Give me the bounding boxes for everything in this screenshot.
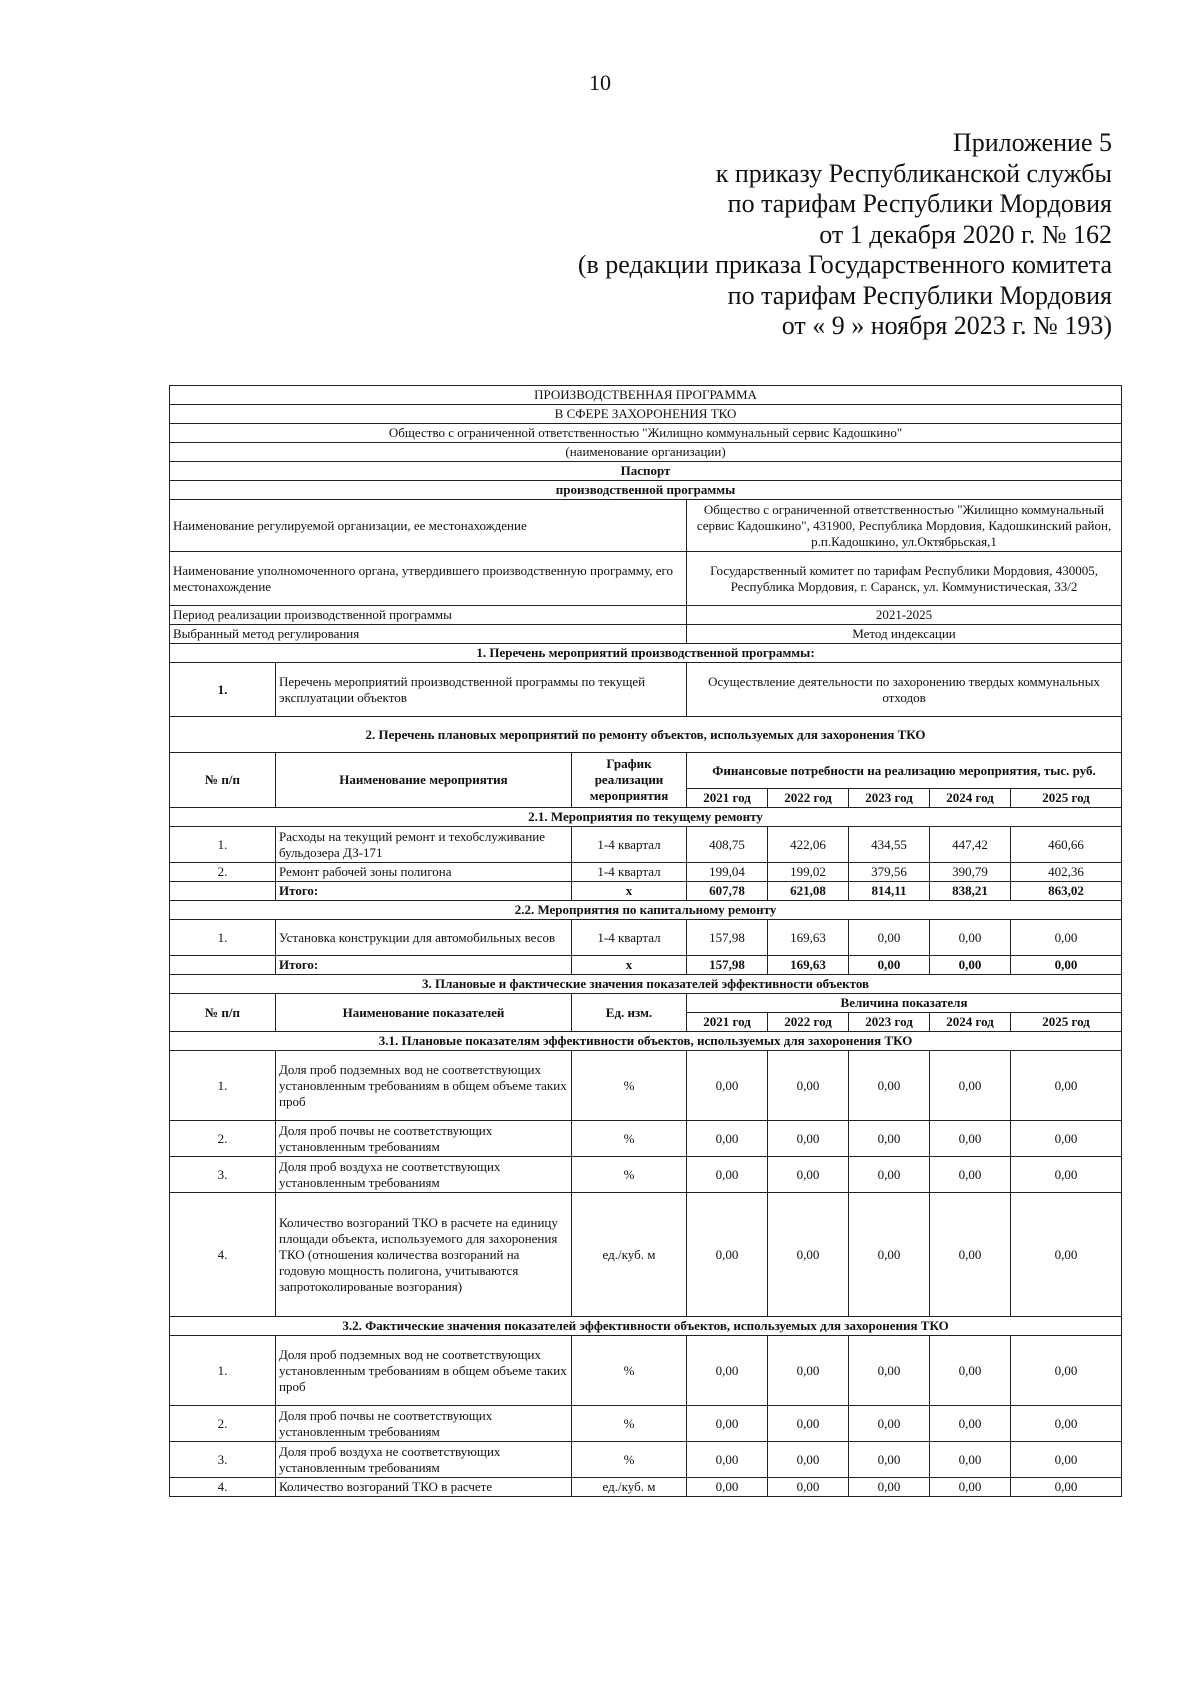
row-num: 2. <box>170 863 276 882</box>
total-value: 621,08 <box>768 882 849 901</box>
total-value: 169,63 <box>768 956 849 975</box>
row-schedule: 1-4 квартал <box>572 920 687 956</box>
section3-title: 3. Плановые и фактические значения показателей эффективности объектов <box>170 975 1122 994</box>
row-value: 0,00 <box>930 1051 1011 1121</box>
table-row <box>170 1051 1122 1121</box>
passport-org-value: Общество с ограниченной ответственностью "Жилищно коммунальный сервис Кадошкино", 431900, Республика Мордовия, Кадошкинский район, р.п.Кадошкино, ул.Октябрьская,1 <box>687 500 1122 552</box>
s3-col-num: № п/п <box>170 994 276 1032</box>
row-value: 0,00 <box>849 1157 930 1193</box>
passport-method-label: Выбранный метод регулирования <box>170 625 687 644</box>
s3-year: 2021 год <box>687 1013 768 1032</box>
passport-subtitle: производственной программы <box>170 481 1122 500</box>
section1-value: Осуществление деятельности по захоронению твердых коммунальных отходов <box>687 663 1122 717</box>
row-name: Доля проб воздуха не соответствующих установленным требованиям <box>276 1157 572 1193</box>
row-value: 0,00 <box>768 1121 849 1157</box>
passport-org-label: Наименование регулируемой организации, ее местонахождение <box>170 500 687 552</box>
row-value: 0,00 <box>930 1478 1011 1497</box>
total-value: 157,98 <box>687 956 768 975</box>
total-row <box>170 882 1122 901</box>
row-value: 0,00 <box>687 1051 768 1121</box>
section1-title: 1. Перечень мероприятий производственной программы: <box>170 644 1122 663</box>
row-num: 2. <box>170 1121 276 1157</box>
row-value: 0,00 <box>930 1336 1011 1406</box>
header-line: Приложение 5 <box>952 128 1112 157</box>
row-num: 4. <box>170 1478 276 1497</box>
row-value: 0,00 <box>687 1121 768 1157</box>
row-value: 0,00 <box>1011 1157 1122 1193</box>
total-value: 0,00 <box>930 956 1011 975</box>
s2-year: 2021 год <box>687 789 768 808</box>
row-value: 0,00 <box>1011 1406 1122 1442</box>
passport-title: Паспорт <box>170 462 1122 481</box>
program-title: ПРОИЗВОДСТВЕННАЯ ПРОГРАММА <box>170 386 1122 405</box>
row-unit: % <box>572 1336 687 1406</box>
header-line: по тарифам Республики Мордовия <box>727 280 1112 310</box>
row-name: Количество возгораний ТКО в расчете на единицу площади объекта, используемого для захоронения ТКО (отношения количества возгораний на годовую мощность полигона, учитываются запротоколированые возгорания) <box>276 1193 572 1317</box>
row-unit: ед./куб. м <box>572 1193 687 1317</box>
row-unit: % <box>572 1051 687 1121</box>
row-value: 0,00 <box>768 1478 849 1497</box>
row-value: 402,36 <box>1011 863 1122 882</box>
production-program-table <box>169 385 1122 1497</box>
row-value: 0,00 <box>1011 1051 1122 1121</box>
row-value: 0,00 <box>849 1406 930 1442</box>
row-num: 4. <box>170 1193 276 1317</box>
total-value: 814,11 <box>849 882 930 901</box>
table-row <box>170 1442 1122 1478</box>
table-row <box>170 827 1122 863</box>
row-value: 0,00 <box>849 1478 930 1497</box>
organization-name: Общество с ограниченной ответственностью "Жилищно коммунальный сервис Кадошкино" <box>170 424 1122 443</box>
s2-year: 2025 год <box>1011 789 1122 808</box>
row-name: Установка конструкции для автомобильных весов <box>276 920 572 956</box>
total-row <box>170 956 1122 975</box>
row-value: 0,00 <box>1011 1193 1122 1317</box>
total-label: Итого: <box>276 956 572 975</box>
row-schedule: 1-4 квартал <box>572 827 687 863</box>
s2-sub1-title: 2.1. Мероприятия по текущему ремонту <box>170 808 1122 827</box>
program-subtitle: В СФЕРЕ ЗАХОРОНЕНИЯ ТКО <box>170 405 1122 424</box>
row-num: 2. <box>170 1406 276 1442</box>
row-name: Ремонт рабочей зоны полигона <box>276 863 572 882</box>
row-name: Количество возгораний ТКО в расчете <box>276 1478 572 1497</box>
s3-sub2-title: 3.2. Фактические значения показателей эффективности объектов, используемых для захоронения ТКО <box>170 1317 1122 1336</box>
row-name: Доля проб подземных вод не соответствующих установленным требованиям в общем объеме таких проб <box>276 1051 572 1121</box>
s2-col-num: № п/п <box>170 753 276 808</box>
header-line: по тарифам Республики Мордовия <box>727 189 1112 218</box>
row-value: 0,00 <box>849 1442 930 1478</box>
s3-sub1-title: 3.1. Плановые показателям эффективности объектов, используемых для захоронения ТКО <box>170 1032 1122 1051</box>
header-line: (в редакции приказа Государственного комитета <box>577 250 1112 279</box>
section1-num: 1. <box>170 663 276 717</box>
row-value: 0,00 <box>768 1051 849 1121</box>
row-value: 157,98 <box>687 920 768 956</box>
row-value: 0,00 <box>930 1121 1011 1157</box>
row-value: 0,00 <box>768 1442 849 1478</box>
row-unit: % <box>572 1406 687 1442</box>
row-value: 0,00 <box>930 1442 1011 1478</box>
row-value: 0,00 <box>1011 1478 1122 1497</box>
row-value: 0,00 <box>1011 1336 1122 1406</box>
row-value: 0,00 <box>849 920 930 956</box>
row-value: 434,55 <box>849 827 930 863</box>
row-unit: % <box>572 1157 687 1193</box>
row-value: 0,00 <box>1011 920 1122 956</box>
s3-col-value: Величина показателя <box>687 994 1122 1013</box>
row-unit: % <box>572 1121 687 1157</box>
table-row <box>170 1193 1122 1317</box>
s3-year: 2025 год <box>1011 1013 1122 1032</box>
row-value: 0,00 <box>687 1157 768 1193</box>
row-value: 0,00 <box>687 1406 768 1442</box>
table-row <box>170 863 1122 882</box>
s2-year: 2022 год <box>768 789 849 808</box>
section2-title: 2. Перечень плановых мероприятий по ремонту объектов, используемых для захоронения ТКО <box>170 717 1122 753</box>
row-value: 0,00 <box>768 1336 849 1406</box>
passport-authority-value: Государственный комитет по тарифам Республики Мордовия, 430005, Республика Мордовия, г. Саранск, ул. Коммунистическая, 33/2 <box>687 552 1122 606</box>
passport-method-value: Метод индексации <box>687 625 1122 644</box>
table-row <box>170 1406 1122 1442</box>
row-value: 460,66 <box>1011 827 1122 863</box>
row-name: Доля проб подземных вод не соответствующих установленным требованиям в общем объеме таких проб <box>276 1336 572 1406</box>
row-name: Расходы на текущий ремонт и техобслуживание бульдозера ДЗ-171 <box>276 827 572 863</box>
table-row <box>170 1478 1122 1497</box>
row-num: 3. <box>170 1442 276 1478</box>
row-value: 0,00 <box>768 1193 849 1317</box>
row-value: 408,75 <box>687 827 768 863</box>
passport-period-label: Период реализации производственной программы <box>170 606 687 625</box>
total-value: 863,02 <box>1011 882 1122 901</box>
row-unit: % <box>572 1442 687 1478</box>
row-value: 0,00 <box>930 1193 1011 1317</box>
row-schedule: 1-4 квартал <box>572 863 687 882</box>
row-value: 0,00 <box>930 1157 1011 1193</box>
passport-authority-label: Наименование уполномоченного органа, утвердившего производственную программу, его местонахождение <box>170 552 687 606</box>
row-value: 0,00 <box>930 1406 1011 1442</box>
header-line: от 1 декабря 2020 г. № 162 <box>819 219 1112 249</box>
header-line: от « 9 » ноября 2023 г. № 193) <box>781 311 1112 340</box>
table-row <box>170 920 1122 956</box>
s3-col-name: Наименование показателей <box>276 994 572 1032</box>
appendix-header <box>578 128 1112 342</box>
row-num: 3. <box>170 1157 276 1193</box>
row-value: 0,00 <box>687 1193 768 1317</box>
row-value: 199,02 <box>768 863 849 882</box>
row-value: 0,00 <box>1011 1121 1122 1157</box>
row-name: Доля проб почвы не соответствующих установленным требованиям <box>276 1121 572 1157</box>
row-value: 0,00 <box>849 1336 930 1406</box>
row-name: Доля проб почвы не соответствующих установленным требованиям <box>276 1406 572 1442</box>
row-value: 0,00 <box>849 1051 930 1121</box>
row-value: 390,79 <box>930 863 1011 882</box>
row-num: 1. <box>170 827 276 863</box>
row-value: 0,00 <box>768 1157 849 1193</box>
s2-col-name: Наименование мероприятия <box>276 753 572 808</box>
s2-year: 2023 год <box>849 789 930 808</box>
s3-col-unit: Ед. изм. <box>572 994 687 1032</box>
row-value: 0,00 <box>687 1442 768 1478</box>
table-row <box>170 1336 1122 1406</box>
row-value: 0,00 <box>768 1406 849 1442</box>
row-value: 0,00 <box>1011 1442 1122 1478</box>
passport-period-value: 2021-2025 <box>687 606 1122 625</box>
row-value: 422,06 <box>768 827 849 863</box>
row-num: 1. <box>170 920 276 956</box>
s3-year: 2023 год <box>849 1013 930 1032</box>
row-value: 0,00 <box>687 1336 768 1406</box>
table-row <box>170 1121 1122 1157</box>
total-value: 607,78 <box>687 882 768 901</box>
total-value: 838,21 <box>930 882 1011 901</box>
total-schedule: х <box>572 882 687 901</box>
s2-year: 2024 год <box>930 789 1011 808</box>
s3-year: 2024 год <box>930 1013 1011 1032</box>
row-num: 1. <box>170 1336 276 1406</box>
organization-caption: (наименование организации) <box>170 443 1122 462</box>
s2-sub2-title: 2.2. Мероприятия по капитальному ремонту <box>170 901 1122 920</box>
row-value: 169,63 <box>768 920 849 956</box>
row-num: 1. <box>170 1051 276 1121</box>
row-value: 0,00 <box>849 1121 930 1157</box>
row-value: 199,04 <box>687 863 768 882</box>
section1-label: Перечень мероприятий производственной программы по текущей эксплуатации объектов <box>276 663 687 717</box>
total-schedule: х <box>572 956 687 975</box>
page-number: 10 <box>589 70 611 95</box>
row-value: 447,42 <box>930 827 1011 863</box>
total-value: 0,00 <box>1011 956 1122 975</box>
header-line: к приказу Республиканской службы <box>715 158 1112 188</box>
row-name: Доля проб воздуха не соответствующих установленным требованиям <box>276 1442 572 1478</box>
row-value: 0,00 <box>687 1478 768 1497</box>
table-row <box>170 1157 1122 1193</box>
row-value: 0,00 <box>930 920 1011 956</box>
s3-year: 2022 год <box>768 1013 849 1032</box>
row-unit: ед./куб. м <box>572 1478 687 1497</box>
total-label: Итого: <box>276 882 572 901</box>
row-value: 379,56 <box>849 863 930 882</box>
row-value: 0,00 <box>849 1193 930 1317</box>
total-value: 0,00 <box>849 956 930 975</box>
s2-col-fin: Финансовые потребности на реализацию мероприятия, тыс. руб. <box>687 753 1122 789</box>
s2-col-schedule: График реализации мероприятия <box>572 753 687 808</box>
